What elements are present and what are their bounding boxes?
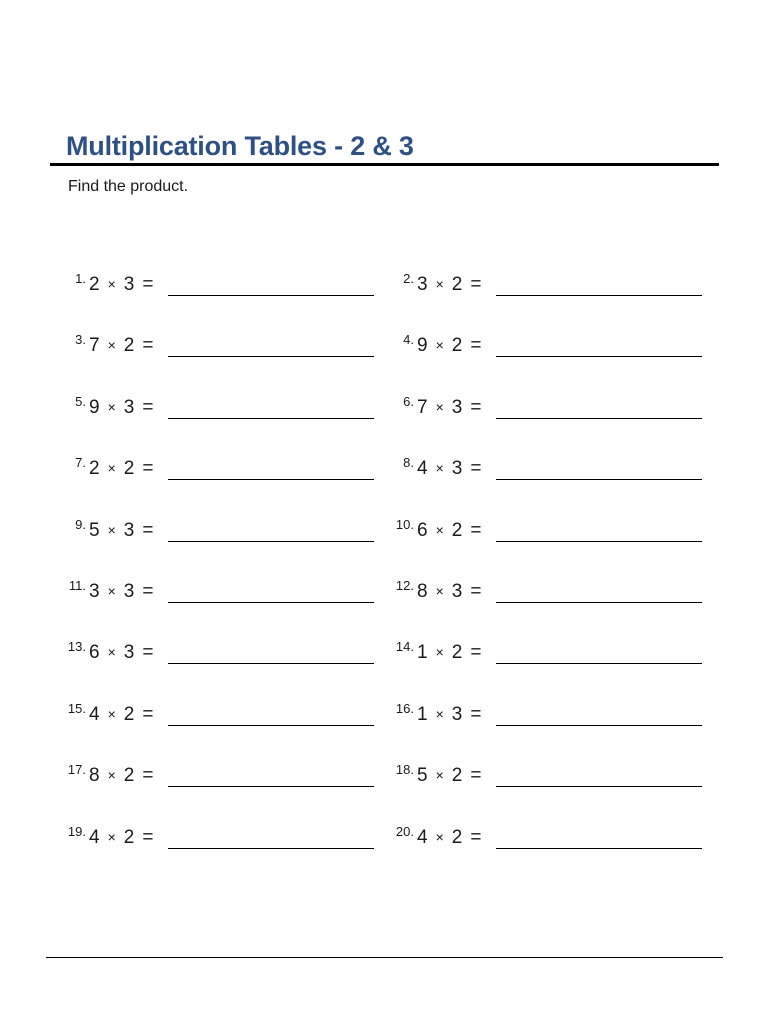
instructions-text: Find the product. [68,178,189,195]
times-sign: × [107,522,116,538]
operand-b: 3 [123,520,135,541]
answer-blank[interactable] [168,663,374,664]
problem-item [60,824,390,854]
answer-blank[interactable] [496,663,702,664]
times-sign: × [107,460,116,476]
answer-blank[interactable] [168,602,374,603]
answer-blank[interactable] [496,479,702,480]
operand-b: 2 [451,274,463,295]
equals-sign: = [470,581,482,602]
problem-item [388,762,718,792]
times-sign: × [107,583,116,599]
operand-b: 3 [123,581,135,602]
operand-a: 2 [89,274,100,295]
equals-sign: = [142,274,154,295]
problem-expression [89,581,153,603]
problem-expression [89,704,153,726]
problem-item [60,271,390,301]
times-sign: × [107,829,116,845]
times-sign: × [107,337,116,353]
times-sign: × [435,829,444,845]
problem-expression [89,642,153,664]
operand-b: 3 [451,397,463,418]
problem-item [60,639,390,669]
operand-b: 3 [123,274,135,295]
equals-sign: = [142,765,154,786]
equals-sign: = [142,581,154,602]
problem-number: 18. [395,762,414,777]
problem-item [388,394,718,424]
operand-b: 2 [123,704,135,725]
answer-blank[interactable] [496,418,702,419]
problem-number: 7. [75,455,86,470]
operand-b: 2 [451,335,463,356]
times-sign: × [435,522,444,538]
times-sign: × [435,460,444,476]
answer-blank[interactable] [168,479,374,480]
times-sign: × [107,644,116,660]
problem-number: 5. [75,394,86,409]
problem-number: 13. [67,639,86,654]
problem-item [388,332,718,362]
problem-item [60,332,390,362]
operand-a: 1 [417,704,428,725]
operand-b: 2 [123,827,135,848]
problem-number: 1. [75,271,86,286]
operand-b: 2 [123,458,135,479]
operand-a: 9 [417,335,428,356]
answer-blank[interactable] [496,295,702,296]
answer-blank[interactable] [496,541,702,542]
operand-a: 8 [89,765,100,786]
equals-sign: = [470,520,482,541]
problem-expression [89,397,153,419]
problem-expression [417,397,481,419]
times-sign: × [107,767,116,783]
problem-item [60,578,390,608]
operand-a: 3 [417,274,428,295]
problem-number: 12. [395,578,414,593]
equals-sign: = [470,642,482,663]
problem-number: 2. [403,271,414,286]
operand-b: 3 [123,642,135,663]
equals-sign: = [470,765,482,786]
times-sign: × [435,767,444,783]
equals-sign: = [142,704,154,725]
times-sign: × [435,337,444,353]
operand-b: 3 [123,397,135,418]
problem-item [388,639,718,669]
problem-expression [417,335,481,357]
answer-blank[interactable] [168,295,374,296]
answer-blank[interactable] [168,541,374,542]
equals-sign: = [142,827,154,848]
equals-sign: = [470,397,482,418]
answer-blank[interactable] [496,356,702,357]
problem-expression [417,520,481,542]
equals-sign: = [142,458,154,479]
times-sign: × [435,276,444,292]
operand-a: 2 [89,458,100,479]
problem-expression [417,765,481,787]
times-sign: × [435,583,444,599]
problem-item [60,455,390,485]
equals-sign: = [142,642,154,663]
problem-expression [89,335,153,357]
operand-a: 9 [89,397,100,418]
problem-item [60,394,390,424]
operand-b: 2 [451,827,463,848]
problem-item [388,701,718,731]
answer-blank[interactable] [496,602,702,603]
times-sign: × [435,399,444,415]
answer-blank[interactable] [496,848,702,849]
equals-sign: = [470,827,482,848]
problem-expression [89,765,153,787]
answer-blank[interactable] [168,356,374,357]
problem-number: 15. [67,701,86,716]
problem-number: 17. [67,762,86,777]
answer-blank[interactable] [168,786,374,787]
problem-item [388,455,718,485]
problem-item [60,517,390,547]
operand-b: 2 [451,642,463,663]
operand-a: 7 [89,335,100,356]
title-divider [50,163,719,166]
problem-expression [89,520,153,542]
problem-expression [417,274,481,296]
answer-blank[interactable] [168,848,374,849]
times-sign: × [107,706,116,722]
operand-a: 4 [89,827,100,848]
operand-a: 8 [417,581,428,602]
operand-b: 3 [451,458,463,479]
problem-number: 20. [395,824,414,839]
operand-b: 2 [451,765,463,786]
operand-b: 3 [451,581,463,602]
problem-expression [89,274,153,296]
problem-expression [417,642,481,664]
worksheet-title: Multiplication Tables - 2 & 3 [66,131,414,161]
equals-sign: = [142,520,154,541]
operand-a: 4 [417,458,428,479]
problem-expression [417,581,481,603]
operand-b: 3 [451,704,463,725]
problem-expression [89,827,153,849]
footer-divider [46,957,723,958]
operand-b: 2 [123,335,135,356]
operand-a: 3 [89,581,100,602]
problem-expression [417,827,481,849]
equals-sign: = [470,274,482,295]
equals-sign: = [470,335,482,356]
answer-blank[interactable] [168,725,374,726]
problem-item [60,701,390,731]
problem-expression [417,458,481,480]
problem-number: 11. [68,578,86,593]
answer-blank[interactable] [496,786,702,787]
problem-item [388,517,718,547]
problem-number: 3. [75,332,86,347]
answer-blank[interactable] [168,418,374,419]
problem-number: 10. [395,517,414,532]
equals-sign: = [142,397,154,418]
problem-number: 14. [395,639,414,654]
operand-a: 6 [417,520,428,541]
problem-number: 4. [403,332,414,347]
operand-a: 6 [89,642,100,663]
problem-number: 16. [395,701,414,716]
operand-a: 1 [417,642,428,663]
problem-item [60,762,390,792]
operand-a: 4 [89,704,100,725]
problem-expression [417,704,481,726]
times-sign: × [107,276,116,292]
problem-number: 9. [75,517,86,532]
equals-sign: = [470,458,482,479]
problem-item [388,271,718,301]
problem-expression [89,458,153,480]
operand-a: 4 [417,827,428,848]
equals-sign: = [142,335,154,356]
times-sign: × [435,706,444,722]
problem-item [388,578,718,608]
operand-a: 5 [89,520,100,541]
problem-item [388,824,718,854]
problem-number: 8. [403,455,414,470]
operand-b: 2 [123,765,135,786]
problem-number: 19. [67,824,86,839]
answer-blank[interactable] [496,725,702,726]
operand-b: 2 [451,520,463,541]
operand-a: 7 [417,397,428,418]
times-sign: × [107,399,116,415]
times-sign: × [435,644,444,660]
equals-sign: = [470,704,482,725]
operand-a: 5 [417,765,428,786]
problem-number: 6. [403,394,414,409]
